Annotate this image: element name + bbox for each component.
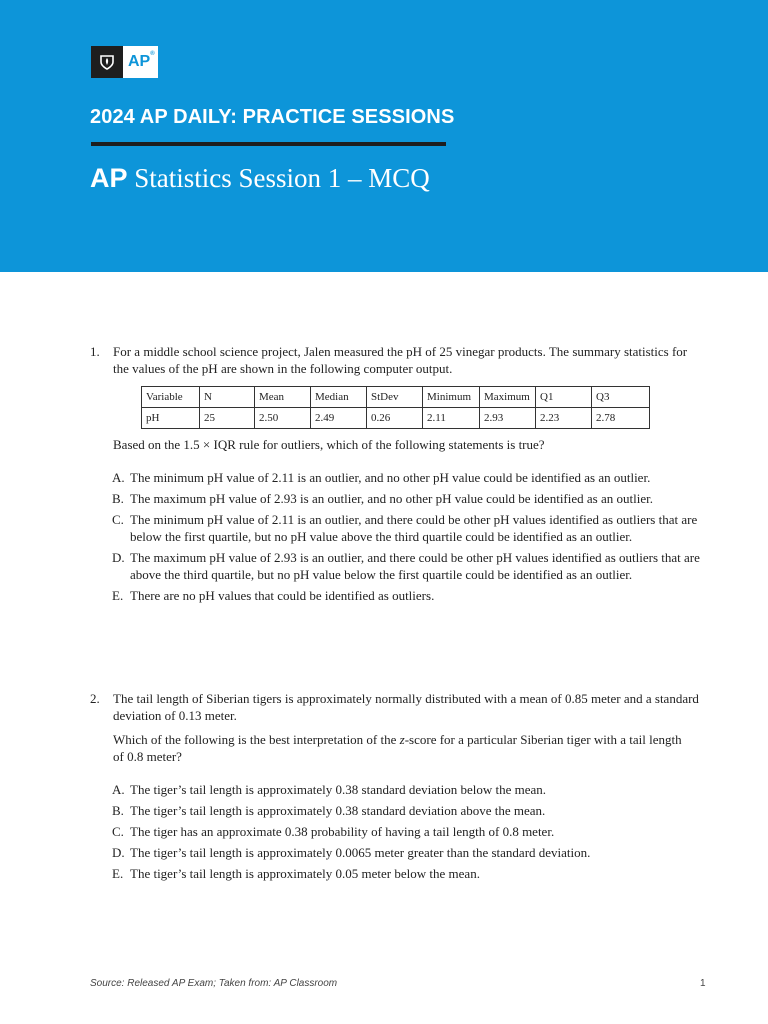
choice-letter: A. <box>112 470 125 485</box>
page-title <box>90 163 430 194</box>
question-prompt <box>113 731 693 765</box>
table-header-cell: StDev <box>367 387 423 408</box>
answer-choice-e[interactable] <box>112 865 704 882</box>
choice-text: The tiger has an approximate 0.38 probability of having a tail length of 0.8 meter. <box>130 824 555 839</box>
ap-logo <box>91 46 158 78</box>
table-cell: 2.93 <box>480 408 536 429</box>
question-stem: The tail length of Siberian tigers is approximately normally distributed with a mean of 0.85 meter and a standard deviation of 0.13 meter. <box>113 691 699 723</box>
choice-letter: E. <box>112 588 124 603</box>
choice-text: The tiger’s tail length is approximately 0.38 standard deviation below the mean. <box>130 782 547 797</box>
question-number: 1. <box>90 344 100 359</box>
table-header-row <box>142 387 650 408</box>
source-text: Source: Released AP Exam; Taken from: AP Classroom <box>90 978 338 989</box>
question-stem: For a middle school science project, Jalen measured the pH of 25 vinegar products. The summary statistics for the values of the pH are shown in the following computer output. <box>113 344 688 376</box>
title-rest: Statistics Session 1 – MCQ <box>127 163 430 193</box>
choice-text: The minimum pH value of 2.11 is an outlier, and there could be other pH values identified as outliers that are below the first quartile, but no pH value above the third quartile could be identified as an outlier. <box>130 512 698 544</box>
choice-letter: A. <box>112 782 125 797</box>
torch-shield-icon <box>91 46 123 78</box>
choice-letter: E. <box>112 866 124 881</box>
table-cell: 2.11 <box>423 408 480 429</box>
table-header-cell: N <box>200 387 255 408</box>
choice-letter: D. <box>112 845 125 860</box>
prompt-text-before: Which of the following is the best interpretation of the <box>113 732 400 747</box>
choice-text: There are no pH values that could be identified as outliers. <box>130 588 435 603</box>
choice-letter: C. <box>112 824 124 839</box>
answer-choices <box>112 469 704 604</box>
table-cell: 2.78 <box>592 408 650 429</box>
page-number: 1 <box>700 978 706 989</box>
choice-text: The minimum pH value of 2.11 is an outlier, and no other pH value could be identified as an outlier. <box>130 470 651 485</box>
table-header-cell: Median <box>311 387 367 408</box>
answer-choice-c[interactable] <box>112 511 704 545</box>
answer-choices <box>112 781 704 882</box>
table-header-cell: Maximum <box>480 387 536 408</box>
header-rule <box>91 142 446 146</box>
choice-text: The tiger’s tail length is approximately 0.38 standard deviation above the mean. <box>130 803 546 818</box>
z-symbol: z <box>399 732 405 747</box>
table-header-cell: Q3 <box>592 387 650 408</box>
table-cell: 0.26 <box>367 408 423 429</box>
choice-letter: C. <box>112 512 124 527</box>
question-prompt: Based on the 1.5 × IQR rule for outliers, which of the following statements is true? <box>113 437 545 452</box>
choice-letter: B. <box>112 803 124 818</box>
title-ap: AP <box>90 163 128 193</box>
header-banner <box>0 0 768 272</box>
table-cell: 2.50 <box>255 408 311 429</box>
answer-choice-c[interactable] <box>112 823 704 840</box>
summary-stats-table <box>141 386 650 429</box>
table-cell: 2.49 <box>311 408 367 429</box>
table-row <box>142 408 650 429</box>
table-cell: pH <box>142 408 200 429</box>
table-header-cell: Minimum <box>423 387 480 408</box>
choice-text: The tiger’s tail length is approximately 0.0065 meter greater than the standard deviation. <box>130 845 591 860</box>
answer-choice-b[interactable] <box>112 802 704 819</box>
table-header-cell: Variable <box>142 387 200 408</box>
question-number: 2. <box>90 691 100 706</box>
table-header-cell: Q1 <box>536 387 592 408</box>
logo-text: AP® <box>128 51 155 70</box>
answer-choice-a[interactable] <box>112 469 704 486</box>
prompt-text-after: -score for a particular Siberian tiger with a tail length of 0.8 meter? <box>113 732 682 764</box>
answer-choice-a[interactable] <box>112 781 704 798</box>
choice-letter: D. <box>112 550 125 565</box>
answer-choice-b[interactable] <box>112 490 704 507</box>
table-header-cell: Mean <box>255 387 311 408</box>
table-cell: 25 <box>200 408 255 429</box>
choice-text: The maximum pH value of 2.93 is an outlier, and no other pH value could be identified as an outlier. <box>130 491 653 506</box>
table-cell: 2.23 <box>536 408 592 429</box>
answer-choice-e[interactable] <box>112 587 704 604</box>
answer-choice-d[interactable] <box>112 844 704 861</box>
session-kicker: 2024 AP DAILY: PRACTICE SESSIONS <box>90 106 455 128</box>
choice-text: The maximum pH value of 2.93 is an outlier, and there could be other pH values identified as outliers that are above the third quartile, but no pH value below the first quartile could be identified as an outlier. <box>130 550 700 582</box>
choice-text: The tiger’s tail length is approximately 0.05 meter below the mean. <box>130 866 480 881</box>
choice-letter: B. <box>112 491 124 506</box>
answer-choice-d[interactable] <box>112 549 704 583</box>
source-footnote <box>90 978 337 989</box>
